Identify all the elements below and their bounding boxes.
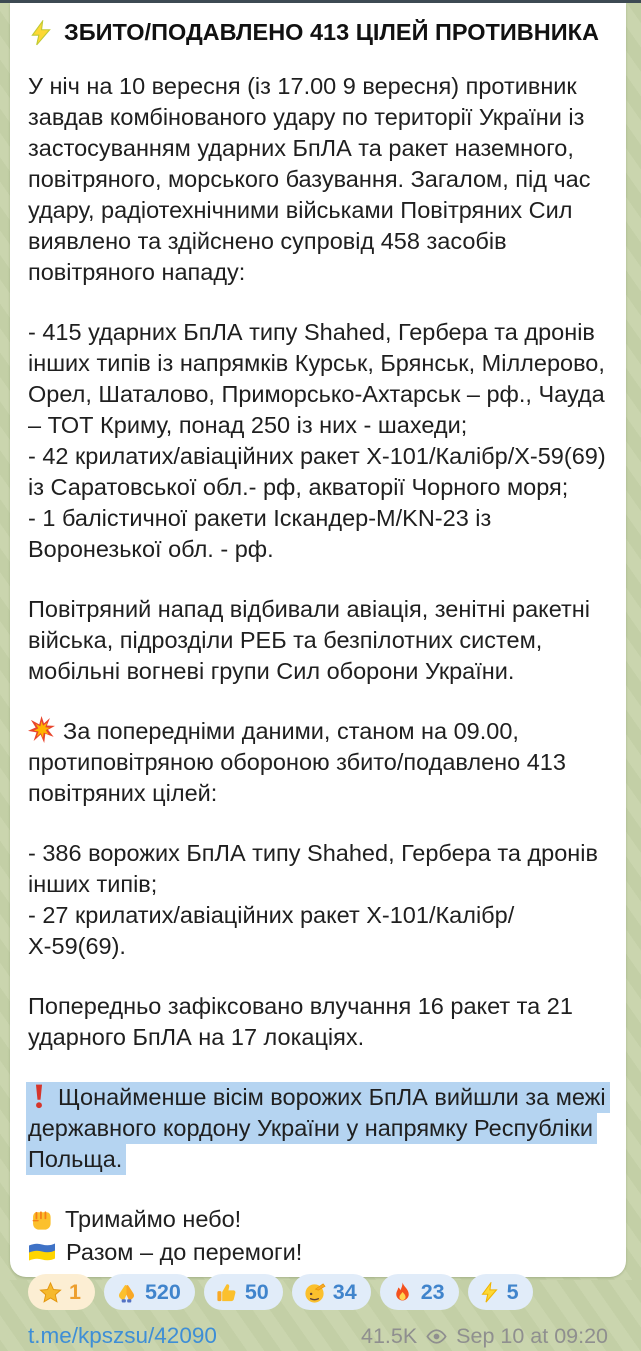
ukraine-flag-icon (28, 1242, 56, 1263)
reaction-star-button[interactable]: 1 (28, 1274, 95, 1310)
detected-list (28, 317, 608, 565)
slogan-line-1: Тримаймо небо! (28, 1204, 608, 1235)
list-item: - 42 крилатих/авіаційних ракет Х-101/Калібр/Х-59(69) із Саратовської обл.- рф, акваторії Чорного моря; (28, 443, 606, 500)
paragraph-results-intro: За попередніми даними, станом на 09.00, протиповітряною обороною збито/подавлено 413 повітряних цілей: (28, 718, 566, 806)
views-count: 41.5K (360, 1323, 418, 1348)
selected-text-highlight: Щонайменше вісім ворожих БпЛА вийшли за межі державного кордону України у напрямку Республіки Польща. (26, 1082, 610, 1175)
red-exclamation-icon (28, 1083, 50, 1109)
reaction-saluting-face-button[interactable]: 34 (292, 1274, 371, 1310)
list-item: - 1 балістичної ракети Іскандер-М/KN-23 із Воронезької обл. - рф. (28, 505, 492, 562)
saluting-face-icon (303, 1281, 326, 1304)
message-meta (361, 1324, 608, 1349)
reactions-row (28, 1274, 608, 1310)
eye-views-icon (425, 1325, 448, 1348)
list-item: - 415 ударних БпЛА типу Shahed, Гербера та дронів інших типів із напрямків Курськ, Брянськ, Міллерово, Орел, Шаталово, Приморсько-Ахтарськ – рф., Чауда – ТОТ Криму, понад 250 із них - шахеди; (28, 319, 605, 438)
reaction-lightning-button[interactable]: 5 (468, 1274, 533, 1310)
raised-fist-icon (28, 1206, 55, 1233)
message-timestamp: Sep 10 at 09:20 (456, 1323, 608, 1348)
post-title-text: ЗБИТО/ПОДАВЛЕНО 413 ЦІЛЕЙ ПРОТИВНИКА (64, 19, 599, 45)
list-item: - 386 ворожих БпЛА типу Shahed, Гербера та дронів інших типів; (28, 840, 598, 897)
post-title (28, 19, 608, 46)
results-list (28, 838, 608, 962)
reaction-fire-button[interactable]: 23 (380, 1274, 459, 1310)
lightning-icon (28, 20, 54, 46)
collision-icon (28, 716, 55, 743)
star-icon (39, 1281, 62, 1304)
folded-hands-icon (115, 1281, 138, 1304)
screen-top-edge (0, 0, 641, 3)
slogan-line-2: Разом – до перемоги! (28, 1237, 608, 1268)
paragraph-hits: Попередньо зафіксовано влучання 16 ракет та 21 ударного БпЛА на 17 локаціях. (28, 993, 573, 1050)
fire-icon (391, 1281, 414, 1304)
list-item: - 27 крилатих/авіаційних ракет Х-101/Калібр/Х-59(69). (28, 902, 515, 959)
reaction-thumbs-up-button[interactable]: 50 (204, 1274, 283, 1310)
lightning-small-icon (479, 1282, 500, 1303)
message-bubble (10, 3, 626, 1348)
message-footer (28, 1323, 608, 1351)
post-link[interactable]: t.me/kpszsu/42090 (28, 1323, 217, 1348)
thumbs-up-icon (215, 1281, 238, 1304)
reaction-folded-hands-button[interactable]: 520 (104, 1274, 195, 1310)
paragraph-defense: Повітряний напад відбивали авіація, зенітні ракетні війська, підрозділи РЕБ та безпілотних систем, мобільні вогневі групи Сил оборони України. (28, 596, 590, 684)
paragraph-warning (28, 1082, 608, 1175)
paragraph-intro: У ніч на 10 вересня (із 17.00 9 вересня) противник завдав комбінованого удару по території України із застосуванням ударних БпЛА та ракет наземного, повітряного, морського базування. Загалом, під час удару, радіотехнічними військами Повітряних Сил виявлено та здійснено супровід 458 засобів повітряного нападу: (28, 73, 591, 285)
